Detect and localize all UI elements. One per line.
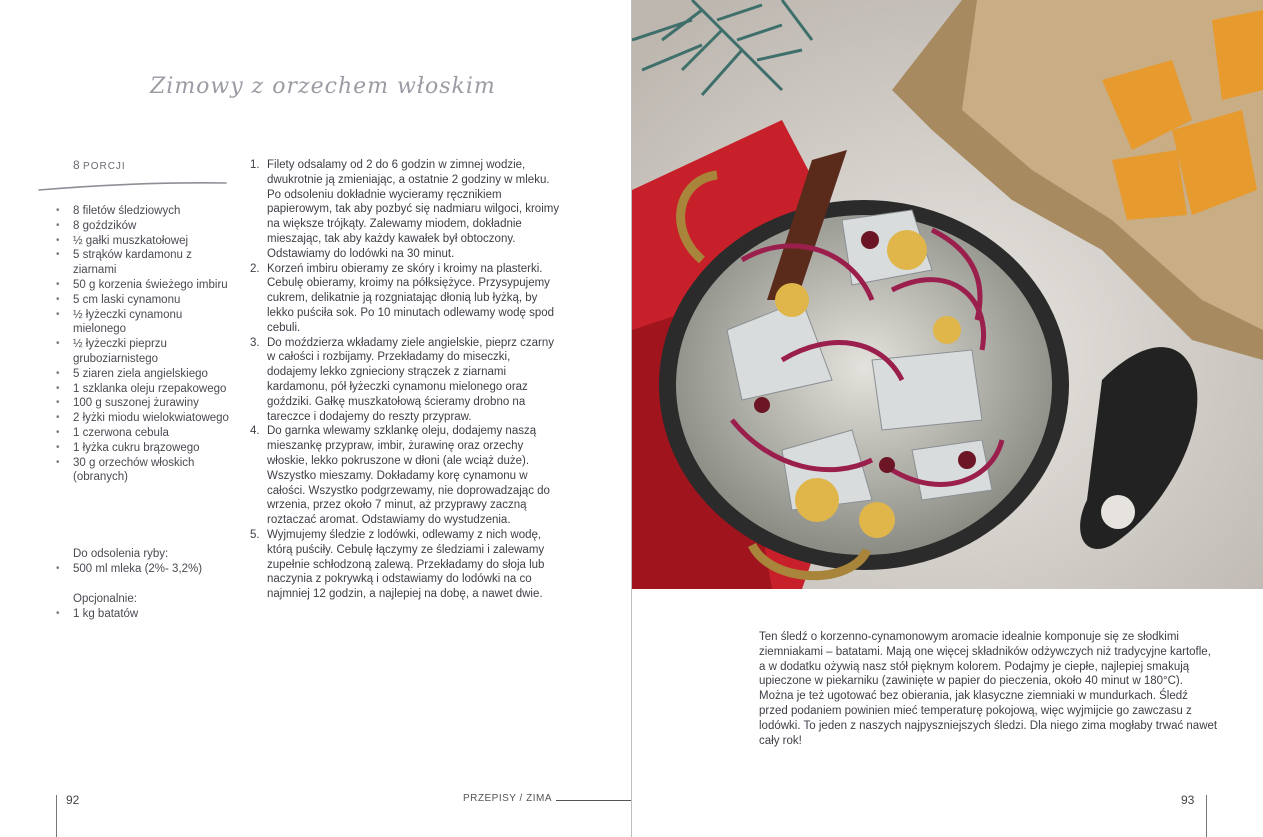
list-item: • 5 strąków kardamonu z ziarnami xyxy=(56,248,236,278)
step-text: Do moździerza wkładamy ziele angielskie, pieprz czarny w całości i rozbijamy. Przekładamy do miseczki, dodajemy lekko zgnieciony strączek z ziarnami kardamonu, pół łyżeczki cynamonu mielonego oraz goździki. Gałkę muszkatołową ścieramy drobno na tareczce i dodajemy do reszty przypraw. xyxy=(267,336,554,423)
method-steps xyxy=(250,158,562,602)
step-number: 2. xyxy=(250,262,260,275)
method-step xyxy=(250,336,562,425)
list-item: • 1 kg batatów xyxy=(56,607,236,622)
step-text: Do garnka wlewamy szklankę oleju, dodajemy naszą mieszankę przypraw, imbir, żurawinę oraz orzechy włoskie, lekko pokruszone w dłoni (ale wciąż duże). Wszystko mieszamy. Dokładamy korę cynamonu w całości. Wszystko podgrzewamy, nie doprowadzając do wrzenia, przez około 7 minut, aż przyprawy zaczną roztaczać aromat. Odstawiamy do wystudzenia. xyxy=(267,425,550,527)
method-step xyxy=(250,158,562,262)
step-number: 1. xyxy=(250,159,260,171)
list-item: • 1 czerwona cebula xyxy=(56,426,236,441)
step-number: 4. xyxy=(250,425,260,438)
swash-divider xyxy=(36,178,231,194)
step-number: 3. xyxy=(250,336,260,349)
list-item: • 500 ml mleka (2%- 3,2%) xyxy=(56,562,236,577)
footer-rule-left xyxy=(56,795,57,837)
list-item: • 30 g orzechów włoskich (obranych) xyxy=(56,456,236,486)
portions-word: PORCJI xyxy=(83,161,126,172)
running-head: PRZEPISY / ZIMA xyxy=(463,793,552,804)
herring-dish-photo xyxy=(632,0,1263,589)
list-item: • ½ gałki muszkatołowej xyxy=(56,234,236,249)
list-item: • 50 g korzenia świeżego imbiru xyxy=(56,278,236,293)
soak-heading: Do odsolenia ryby: xyxy=(73,548,169,560)
ingredients-list xyxy=(56,204,236,485)
step-text: Wyjmujemy śledzie z lodówki, odlewamy z nich wodę, którą puściły. Cebulę łączymy ze śledziami i zalewamy zupełnie schłodzoną zalewą. Przekładamy do słoja lub naczynia z pokrywką i odstawiamy do lodówki na co najmniej 12 godzin, a najlepiej na dobę, a nawet dwie. xyxy=(267,528,545,601)
recipe-title: Zimowy z orzechem włoskim xyxy=(150,74,496,99)
description-paragraph: Ten śledź o korzenno-cynamonowym aromacie idealnie komponuje się ze słodkimi ziemniakami – batatami. Mają one więcej składników odżywczych niż tradycyjne kartofle, a w dodatku ożywią nasz stół pięknym kolorem. Podajmy je ciepłe, najlepiej smakują upieczone w piekarniku (zawinięte w papier do pieczenia, około 40 minut w 180°C). Można je też ugotować bez obierania, jak klasyczne ziemniaki w mundurkach. Śledź przed podaniem powinien mieć temperaturę pokojową, więc wyjmijcie go zawczasu z lodówki. To jeden z naszych najpyszniejszych śledzi. Dla niego zima mogłaby trwać nawet cały rok! xyxy=(759,631,1218,747)
method-step xyxy=(250,262,562,336)
list-item: • ½ łyżeczki pieprzu gruboziarnistego xyxy=(56,337,236,367)
footer-rule-right xyxy=(1206,795,1207,837)
method-step xyxy=(250,424,562,528)
portions-count: 8 xyxy=(73,158,80,172)
step-text: Korzeń imbiru obieramy ze skóry i kroimy na plasterki. Cebulę obieramy, kroimy na półksiężyce. Przysypujemy cukrem, delikatnie ją rozgniatając dłonią lub łyżką, by lekko puściła sok. Po 10 minutach odlewamy wodę spod cebuli. xyxy=(267,262,555,334)
optional-list xyxy=(56,607,236,622)
optional-heading: Opcjonalnie: xyxy=(73,593,137,605)
running-head-rule xyxy=(556,800,631,801)
right-page xyxy=(632,0,1263,837)
list-item: • ½ łyżeczki cynamonu mielonego xyxy=(56,308,236,338)
portions-label xyxy=(73,158,126,172)
list-item: • 2 łyżki miodu wielokwiatowego xyxy=(56,411,236,426)
list-item: • 8 goździków xyxy=(56,219,236,234)
list-item: • 5 ziaren ziela angielskiego xyxy=(56,367,236,382)
list-item: • 1 szklanka oleju rzepakowego xyxy=(56,382,236,397)
list-item: • 5 cm laski cynamonu xyxy=(56,293,236,308)
step-text: Filety odsalamy od 2 do 6 godzin w zimnej wodzie, dwukrotnie ją zmieniając, a ostatnie 2 godziny w mleku. Po odsoleniu dokładnie wycieramy ręcznikiem papierowym, tak aby pozbyć się nadmiaru wilgoci, kroimy na większe trójkąty. Zalewamy miodem, dokładnie mieszając, tak aby każdy kawałek był obtoczony. Odstawiamy do lodówki na 30 minut. xyxy=(267,159,560,260)
list-item: • 100 g suszonej żurawiny xyxy=(56,396,236,411)
soak-list xyxy=(56,562,236,577)
method-step xyxy=(250,528,562,602)
step-number: 5. xyxy=(250,528,260,541)
list-item: • 1 łyżka cukru brązowego xyxy=(56,441,236,456)
page-number-left: 92 xyxy=(66,793,80,807)
left-page xyxy=(0,0,631,837)
list-item: • 8 filetów śledziowych xyxy=(56,204,236,219)
page-number-right: 93 xyxy=(1181,793,1195,807)
